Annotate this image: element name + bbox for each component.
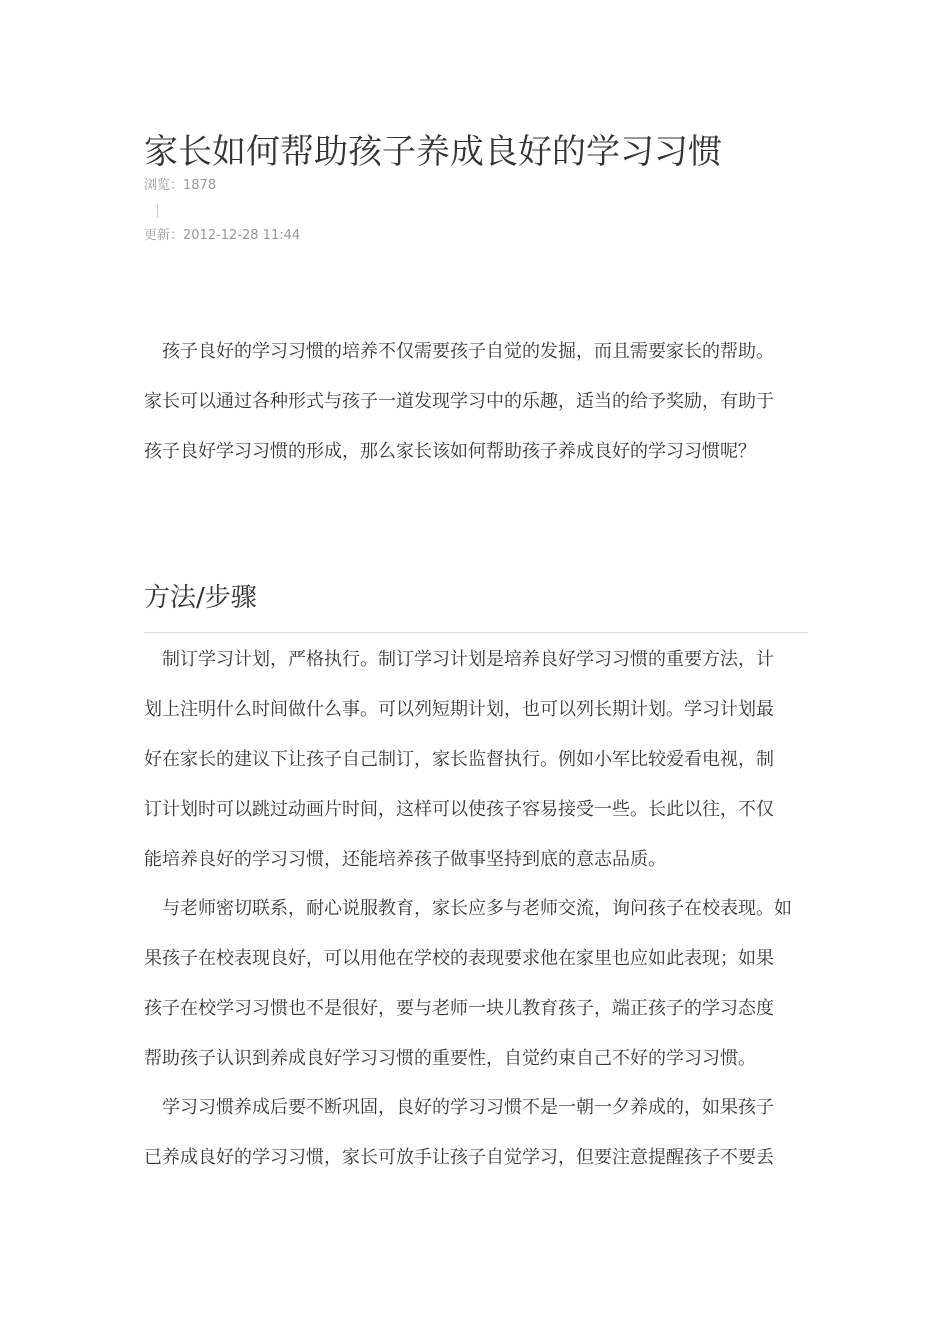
- text-line: 能培养良好的学习习惯，还能培养孩子做事坚持到底的意志品质。: [144, 849, 666, 870]
- meta-divider: [157, 204, 158, 218]
- update-time: 更新：2012-12-28 11:44: [144, 228, 301, 243]
- step-paragraph-1: [144, 635, 808, 885]
- text-line: 制订学习计划，严格执行。制订学习计划是培养良好学习习惯的重要方法，计: [144, 649, 774, 670]
- text-line: 果孩子在校表现良好，可以用他在学校的表现要求他在家里也应如此表现；如果: [144, 948, 774, 969]
- section-heading: 方法/步骤: [144, 583, 257, 613]
- intro-paragraph: [144, 327, 808, 477]
- text-line: 与老师密切联系，耐心说服教育，家长应多与老师交流，询问孩子在校表现。如: [144, 898, 792, 919]
- section-divider: [144, 632, 808, 633]
- step-paragraph-3: [144, 1083, 808, 1183]
- view-count: 浏览：1878: [144, 178, 217, 193]
- text-line: 孩子在校学习习惯也不是很好，要与老师一块儿教育孩子，端正孩子的学习态度: [144, 998, 774, 1019]
- text-line: 帮助孩子认识到养成良好学习习惯的重要性，自觉约束自己不好的学习习惯。: [144, 1048, 756, 1069]
- step-paragraph-2: [144, 884, 808, 1084]
- text-line: 订计划时可以跳过动画片时间，这样可以使孩子容易接受一些。长此以往，不仅: [144, 799, 774, 820]
- article-title: 家长如何帮助孩子养成良好的学习习惯: [144, 132, 722, 172]
- text-line: 好在家长的建议下让孩子自己制订，家长监督执行。例如小军比较爱看电视，制: [144, 749, 774, 770]
- text-line: 划上注明什么时间做什么事。可以列短期计划，也可以列长期计划。学习计划最: [144, 699, 774, 720]
- text-line: 学习习惯养成后要不断巩固，良好的学习习惯不是一朝一夕养成的，如果孩子: [144, 1097, 774, 1118]
- text-line: 孩子良好的学习习惯的培养不仅需要孩子自觉的发掘，而且需要家长的帮助。: [144, 341, 774, 362]
- text-line: 家长可以通过各种形式与孩子一道发现学习中的乐趣，适当的给予奖励，有助于: [144, 391, 774, 412]
- text-line: 孩子良好学习习惯的形成，那么家长该如何帮助孩子养成良好的学习习惯呢？: [144, 441, 756, 462]
- text-line: 已养成良好的学习习惯，家长可放手让孩子自觉学习，但要注意提醒孩子不要丢: [144, 1147, 774, 1168]
